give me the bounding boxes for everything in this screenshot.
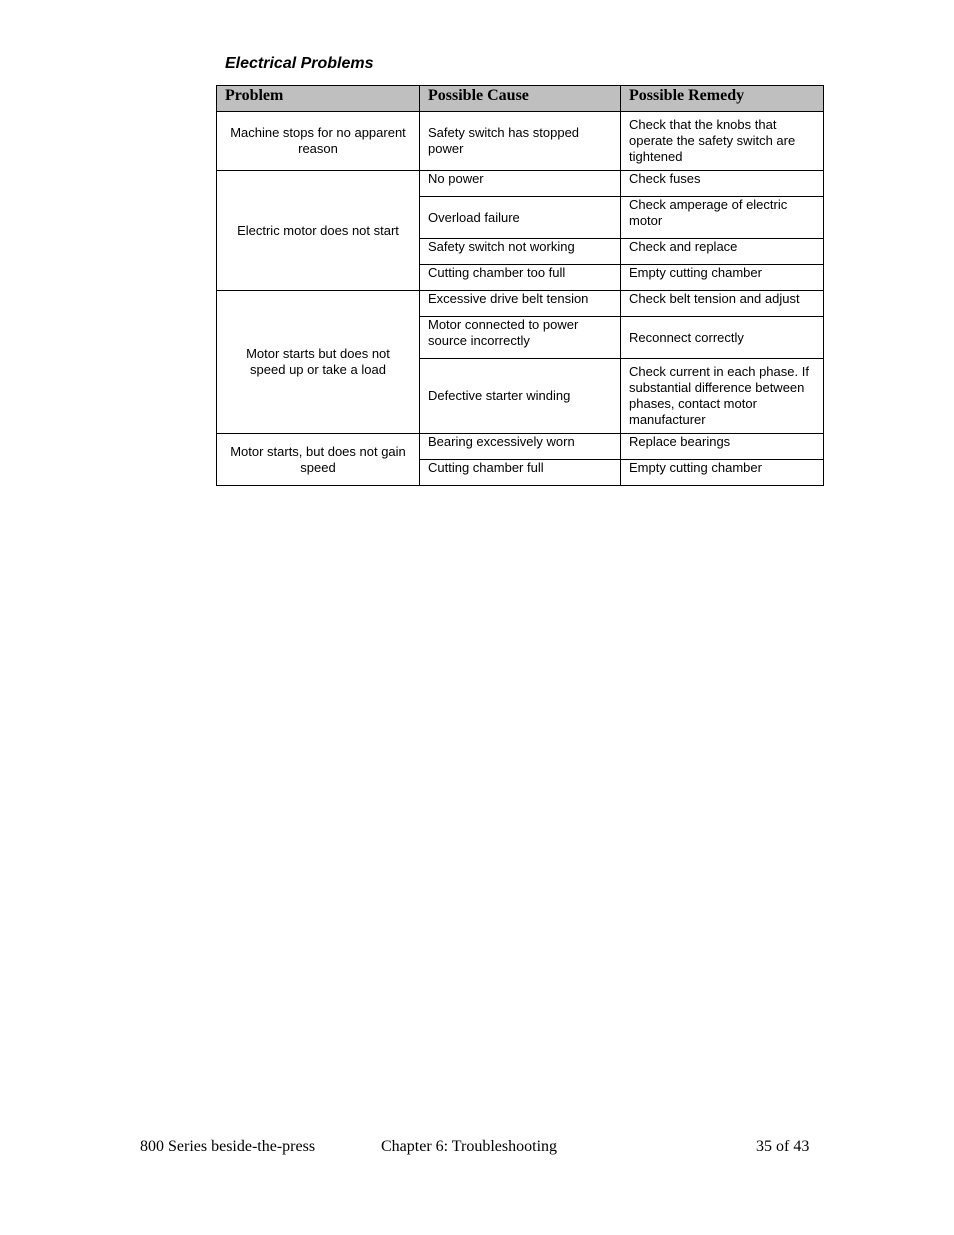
cause-cell: Safety switch has stopped power (420, 112, 621, 171)
remedy-cell: Check current in each phase. If substantial difference between phases, contact motor manufacturer (621, 359, 824, 434)
table-row (217, 112, 824, 171)
remedy-cell: Check fuses (621, 171, 824, 197)
footer-document-title: 800 Series beside-the-press (140, 1138, 316, 1155)
remedy-cell: Check amperage of electric motor (621, 197, 824, 239)
section-title: Electrical Problems (225, 55, 374, 72)
cause-cell: Overload failure (420, 197, 621, 239)
header-possible-remedy: Possible Remedy (621, 86, 824, 112)
cause-cell: Bearing excessively worn (420, 434, 621, 460)
remedy-cell: Reconnect correctly (621, 317, 824, 359)
cause-cell: Excessive drive belt tension (420, 291, 621, 317)
remedy-cell: Check belt tension and adjust (621, 291, 824, 317)
remedy-cell: Replace bearings (621, 434, 824, 460)
cause-cell: Cutting chamber full (420, 460, 621, 486)
cause-cell: No power (420, 171, 621, 197)
cause-cell: Defective starter winding (420, 359, 621, 434)
problem-cell: Electric motor does not start (217, 171, 420, 291)
cause-cell: Motor connected to power source incorrectly (420, 317, 621, 359)
cause-cell: Safety switch not working (420, 239, 621, 265)
footer-chapter: Chapter 6: Troubleshooting (381, 1138, 558, 1155)
remedy-cell: Check that the knobs that operate the safety switch are tightened (621, 112, 824, 171)
header-problem: Problem (217, 86, 420, 112)
table-row (217, 171, 824, 197)
electrical-problems-table (216, 85, 824, 486)
remedy-cell: Check and replace (621, 239, 824, 265)
table-row (217, 434, 824, 460)
remedy-cell: Empty cutting chamber (621, 460, 824, 486)
table-row (217, 291, 824, 317)
problem-cell: Machine stops for no apparent reason (217, 112, 420, 171)
cause-cell: Cutting chamber too full (420, 265, 621, 291)
header-possible-cause: Possible Cause (420, 86, 621, 112)
problem-cell: Motor starts but does not speed up or take a load (217, 291, 420, 434)
remedy-cell: Empty cutting chamber (621, 265, 824, 291)
footer-page-number: 35 of 43 (756, 1138, 810, 1155)
table-header-row (217, 86, 824, 112)
problem-cell: Motor starts, but does not gain speed (217, 434, 420, 486)
